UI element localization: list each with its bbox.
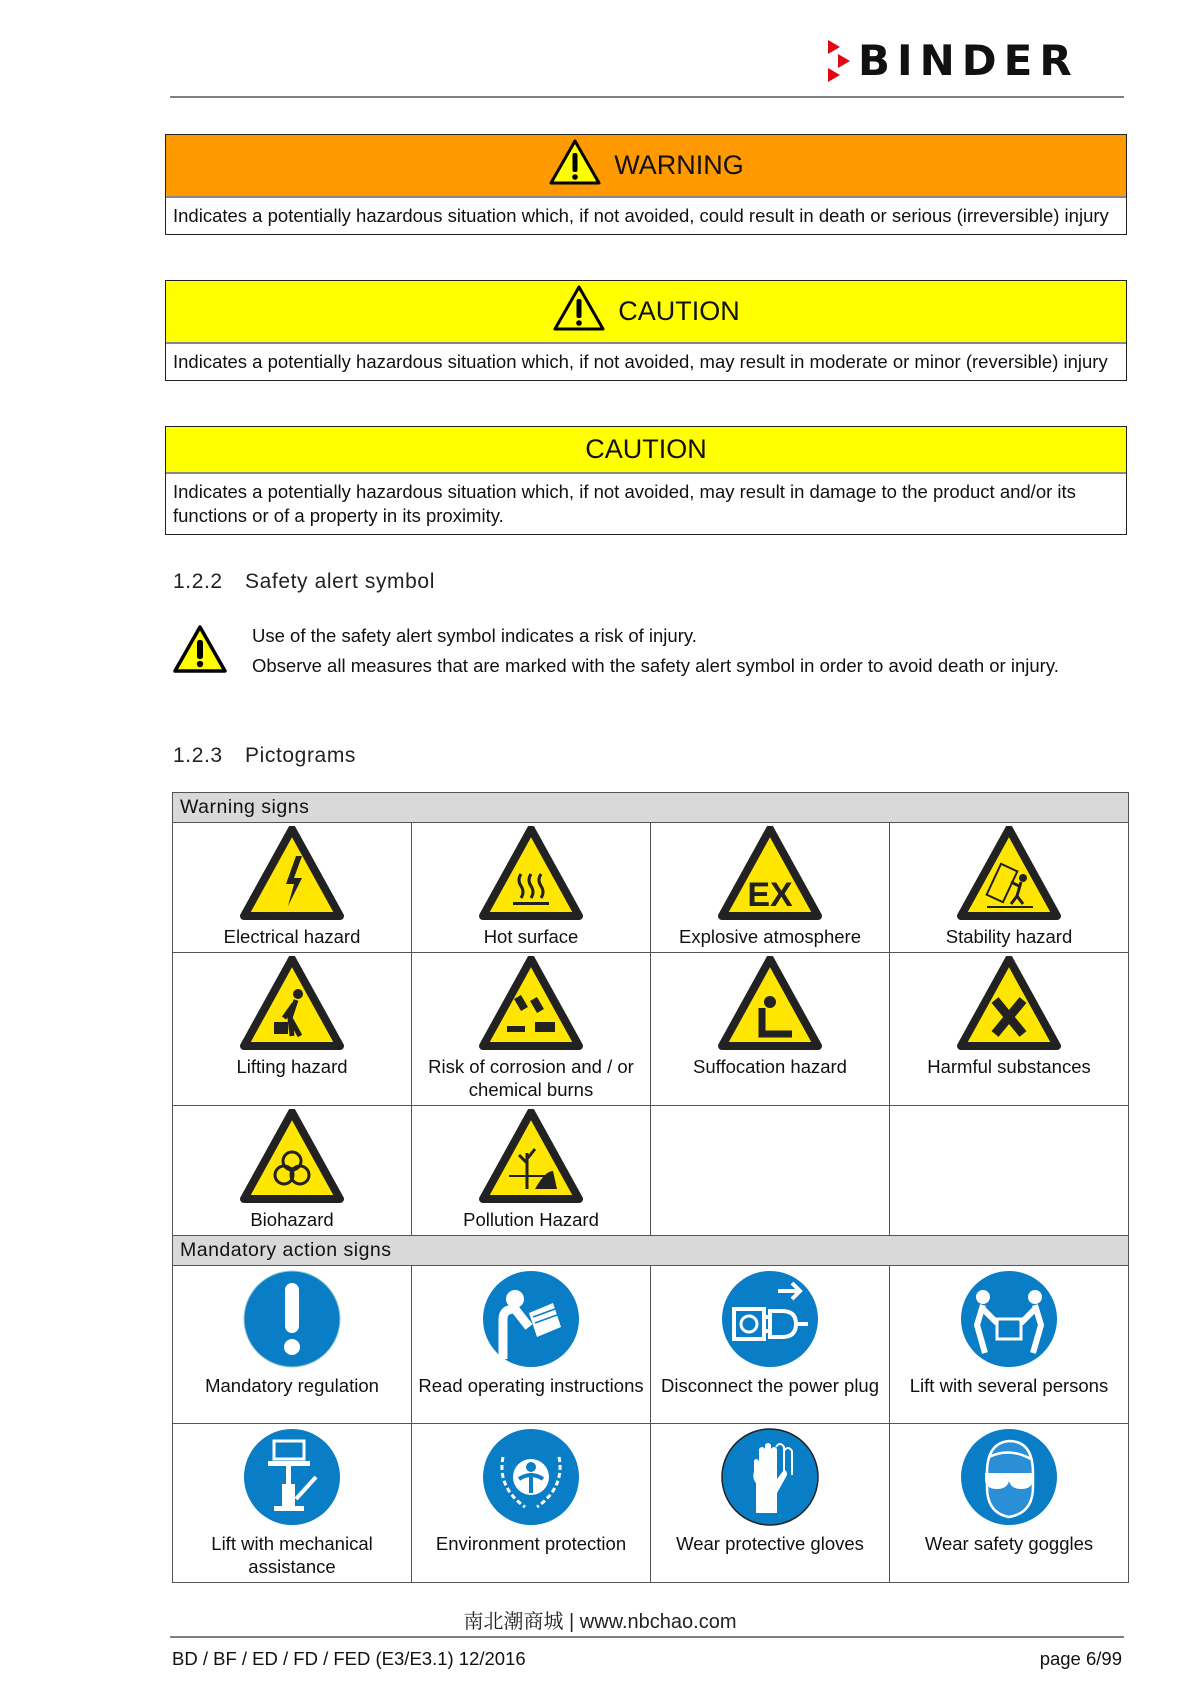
pictogram-cell xyxy=(412,1266,651,1424)
signal-word-warning xyxy=(165,134,1127,235)
pictogram-cell xyxy=(412,953,651,1106)
signal-word-description: Indicates a potentially hazardous situation which, if not avoided, could result in death or serious (irreversible) injury xyxy=(173,205,1109,226)
pictograms-table xyxy=(172,792,1129,1583)
pictogram-cell xyxy=(890,1424,1129,1583)
pictogram-label: Pollution Hazard xyxy=(463,1209,599,1230)
harmful-substances-icon xyxy=(894,956,1124,1055)
goggles-icon xyxy=(894,1427,1124,1532)
gloves-icon xyxy=(655,1427,885,1532)
stability-hazard-icon xyxy=(894,826,1124,925)
watermark-text: 南北潮商城 | www.nbchao.com xyxy=(463,1611,737,1633)
pictogram-cell xyxy=(651,1424,890,1583)
biohazard-icon xyxy=(177,1109,407,1208)
pictogram-cell xyxy=(890,823,1129,953)
environment-protection-icon xyxy=(416,1427,646,1532)
suffocation-hazard-icon xyxy=(655,956,885,1055)
pictogram-label: Mandatory regulation xyxy=(205,1375,379,1396)
safety-alert-line-1: Use of the safety alert symbol indicates a risk of injury. xyxy=(252,625,697,646)
pictogram-label: Disconnect the power plug xyxy=(660,1375,880,1396)
footer-divider xyxy=(170,1636,1124,1638)
document-id: BD / BF / ED / FD / FED (E3/E3.1) 12/2016 xyxy=(172,1648,526,1669)
page-number: page 6/99 xyxy=(1039,1648,1122,1669)
binder-arrows-icon xyxy=(828,38,850,84)
pictogram-cell xyxy=(412,1424,651,1583)
pictogram-cell xyxy=(412,1106,651,1236)
pictogram-label: Wear safety goggles xyxy=(924,1533,1094,1554)
lifting-hazard-icon xyxy=(177,956,407,1055)
pictogram-label: Wear protective gloves xyxy=(676,1533,864,1554)
team-lift-icon xyxy=(894,1269,1124,1374)
svg-text:EX: EX xyxy=(747,876,793,914)
pictogram-cell xyxy=(651,1266,890,1424)
electrical-hazard-icon xyxy=(177,826,407,925)
signal-word-caution-injury xyxy=(165,280,1127,381)
binder-logo xyxy=(828,38,1079,84)
pictogram-cell xyxy=(412,823,651,953)
warning-signs-header: Warning signs xyxy=(173,793,1129,823)
signal-word-header xyxy=(166,281,1126,344)
pictogram-label: Environment protection xyxy=(435,1533,627,1554)
pictogram-cell xyxy=(890,953,1129,1106)
pictogram-label: Read operating instructions xyxy=(418,1375,644,1396)
signal-word-description: Indicates a potentially hazardous situation which, if not avoided, may result in damage to the product and/or its functions or of a property in its proximity. xyxy=(173,481,1076,526)
pictogram-label: Stability hazard xyxy=(945,926,1073,947)
signal-word-header xyxy=(166,427,1126,474)
read-manual-icon xyxy=(416,1269,646,1374)
mandatory-signs-header: Mandatory action signs xyxy=(173,1236,1129,1266)
corrosion-icon xyxy=(416,956,646,1055)
pictogram-cell xyxy=(651,953,890,1106)
safety-alert-line-2: Observe all measures that are marked with the safety alert symbol in order to avoid death or injury. xyxy=(252,655,1059,676)
unplug-icon xyxy=(655,1269,885,1374)
exclamation-mandatory-icon xyxy=(177,1269,407,1374)
pictogram-cell xyxy=(173,953,412,1106)
explosive-atmosphere-icon xyxy=(655,826,885,925)
pictogram-label: Hot surface xyxy=(483,926,579,947)
section-heading-pictograms: 1.2.3 Pictograms xyxy=(173,744,357,767)
pictogram-cell xyxy=(173,1106,412,1236)
pictogram-label: Electrical hazard xyxy=(223,926,361,947)
signal-word-header xyxy=(166,135,1126,198)
header-divider xyxy=(170,96,1124,98)
pictogram-cell xyxy=(890,1266,1129,1424)
signal-word-label: CAUTION xyxy=(585,434,707,464)
pictogram-cell xyxy=(173,823,412,953)
safety-alert-triangle-icon xyxy=(172,624,228,679)
pictogram-label: Harmful substances xyxy=(927,1056,1091,1077)
brand-name: BINDER xyxy=(858,36,1079,85)
pictogram-cell xyxy=(173,1424,412,1583)
pictogram-label: Biohazard xyxy=(250,1209,334,1230)
signal-word-label: CAUTION xyxy=(618,296,740,326)
section-heading-safety-alert: 1.2.2 Safety alert symbol xyxy=(173,570,435,593)
pictogram-cell xyxy=(173,1266,412,1424)
pictogram-label: Risk of corrosion and / or chemical burns xyxy=(428,1056,634,1100)
pictogram-label: Suffocation hazard xyxy=(693,1056,847,1077)
pictogram-label: Lifting hazard xyxy=(236,1056,348,1077)
signal-word-caution-property xyxy=(165,426,1127,535)
hot-surface-icon xyxy=(416,826,646,925)
pictogram-cell xyxy=(651,823,890,953)
pollution-hazard-icon xyxy=(416,1109,646,1208)
pictogram-label: Lift with several persons xyxy=(909,1375,1109,1396)
pictogram-label: Lift with mechanical assistance xyxy=(211,1533,373,1577)
warning-triangle-icon xyxy=(548,138,602,193)
pictogram-label: Explosive atmosphere xyxy=(678,926,861,947)
signal-word-description: Indicates a potentially hazardous situation which, if not avoided, may result in moderate or minor (reversible) injury xyxy=(173,351,1108,372)
warning-triangle-icon xyxy=(552,284,606,339)
mechanical-lift-icon xyxy=(177,1427,407,1532)
empty-cell xyxy=(890,1106,1129,1236)
empty-cell xyxy=(651,1106,890,1236)
signal-word-label: WARNING xyxy=(614,150,744,180)
